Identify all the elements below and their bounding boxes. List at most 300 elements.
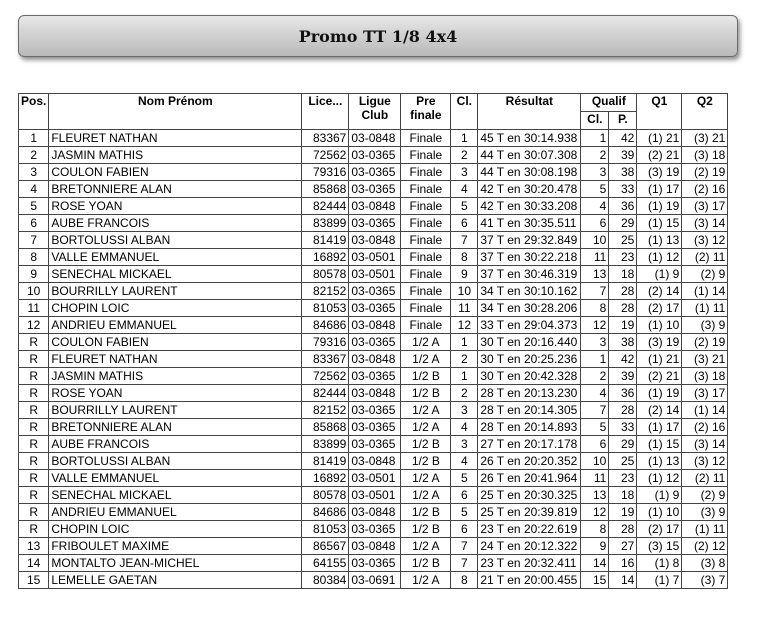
cell-licence: 80384	[302, 572, 349, 589]
table-row[interactable]	[19, 181, 728, 198]
cell-qualif-p: 27	[609, 538, 637, 555]
cell-qualif-p: 23	[609, 470, 637, 487]
cell-q2: (3) 17	[682, 385, 728, 402]
cell-pos: R	[19, 334, 49, 351]
cell-cl: 5	[451, 470, 478, 487]
cell-qualif-cl: 4	[581, 198, 609, 215]
cell-q2: (2) 9	[682, 487, 728, 504]
cell-nom: MONTALTO JEAN-MICHEL	[49, 555, 302, 572]
cell-qualif-p: 38	[609, 334, 637, 351]
cell-cl: 11	[451, 300, 478, 317]
cell-licence: 83899	[302, 215, 349, 232]
cell-cl: 5	[451, 504, 478, 521]
cell-pos: 5	[19, 198, 49, 215]
cell-licence: 81419	[302, 453, 349, 470]
cell-cl: 4	[451, 419, 478, 436]
header-q2[interactable]: Q2	[682, 94, 728, 130]
cell-licence: 16892	[302, 249, 349, 266]
cell-pos: 13	[19, 538, 49, 555]
cell-nom: FLEURET NATHAN	[49, 130, 302, 147]
cell-qualif-cl: 14	[581, 555, 609, 572]
cell-licence: 72562	[302, 147, 349, 164]
cell-qualif-p: 39	[609, 368, 637, 385]
cell-qualif-cl: 9	[581, 538, 609, 555]
cell-q1: (2) 17	[637, 521, 682, 538]
cell-nom: JASMIN MATHIS	[49, 147, 302, 164]
cell-pos: R	[19, 351, 49, 368]
cell-club: 03-0365	[349, 283, 401, 300]
cell-qualif-cl: 2	[581, 147, 609, 164]
cell-pre-finale: 1/2 A	[401, 572, 451, 589]
cell-nom: BRETONNIERE ALAN	[49, 419, 302, 436]
cell-qualif-p: 28	[609, 300, 637, 317]
cell-q2: (2) 19	[682, 334, 728, 351]
cell-q1: (2) 21	[637, 368, 682, 385]
cell-nom: VALLE EMMANUEL	[49, 249, 302, 266]
cell-pos: 1	[19, 130, 49, 147]
cell-qualif-p: 39	[609, 147, 637, 164]
cell-pos: 10	[19, 283, 49, 300]
cell-pos: 4	[19, 181, 49, 198]
cell-club: 03-0365	[349, 215, 401, 232]
cell-pos: R	[19, 385, 49, 402]
cell-qualif-p: 16	[609, 555, 637, 572]
cell-qualif-cl: 7	[581, 283, 609, 300]
cell-nom: CHOPIN LOIC	[49, 300, 302, 317]
cell-q1: (3) 15	[637, 538, 682, 555]
cell-club: 03-0848	[349, 453, 401, 470]
table-row[interactable]	[19, 402, 728, 419]
cell-cl: 4	[451, 453, 478, 470]
cell-licence: 81053	[302, 521, 349, 538]
cell-resultat: 30 T en 20:16.440	[478, 334, 581, 351]
cell-club: 03-0365	[349, 419, 401, 436]
cell-cl: 2	[451, 147, 478, 164]
cell-pos: 11	[19, 300, 49, 317]
cell-club: 03-0501	[349, 487, 401, 504]
cell-pos: R	[19, 436, 49, 453]
cell-licence: 72562	[302, 368, 349, 385]
header-licence[interactable]: Lice...	[302, 94, 349, 130]
header-qualif[interactable]: Qualif	[581, 94, 637, 112]
cell-pre-finale: Finale	[401, 198, 451, 215]
cell-pre-finale: 1/2 A	[401, 538, 451, 555]
cell-qualif-cl: 13	[581, 266, 609, 283]
cell-resultat: 30 T en 20:42.328	[478, 368, 581, 385]
cell-resultat: 42 T en 30:20.478	[478, 181, 581, 198]
cell-cl: 4	[451, 181, 478, 198]
table-row[interactable]	[19, 300, 728, 317]
table-row[interactable]	[19, 368, 728, 385]
cell-pre-finale: Finale	[401, 232, 451, 249]
table-row[interactable]	[19, 198, 728, 215]
cell-qualif-cl: 10	[581, 453, 609, 470]
cell-q1: (1) 8	[637, 555, 682, 572]
cell-q2: (3) 17	[682, 198, 728, 215]
cell-qualif-cl: 8	[581, 521, 609, 538]
table-row[interactable]	[19, 436, 728, 453]
cell-pre-finale: 1/2 B	[401, 453, 451, 470]
cell-q2: (3) 12	[682, 232, 728, 249]
results-body	[19, 130, 728, 589]
table-row[interactable]	[19, 317, 728, 334]
cell-resultat: 24 T en 20:12.322	[478, 538, 581, 555]
cell-licence: 86567	[302, 538, 349, 555]
cell-resultat: 21 T en 20:00.455	[478, 572, 581, 589]
cell-qualif-p: 25	[609, 232, 637, 249]
cell-cl: 8	[451, 249, 478, 266]
cell-qualif-cl: 13	[581, 487, 609, 504]
cell-pre-finale: 1/2 A	[401, 351, 451, 368]
cell-club: 03-0691	[349, 572, 401, 589]
cell-q1: (1) 17	[637, 419, 682, 436]
cell-licence: 81053	[302, 300, 349, 317]
cell-licence: 83367	[302, 130, 349, 147]
cell-pre-finale: Finale	[401, 181, 451, 198]
cell-q1: (1) 21	[637, 130, 682, 147]
cell-cl: 8	[451, 572, 478, 589]
cell-q1: (1) 15	[637, 215, 682, 232]
cell-qualif-cl: 8	[581, 300, 609, 317]
table-row[interactable]	[19, 555, 728, 572]
header-nom[interactable]: Nom Prénom	[49, 94, 302, 130]
cell-pre-finale: Finale	[401, 164, 451, 181]
cell-pre-finale: 1/2 A	[401, 402, 451, 419]
cell-club: 03-0365	[349, 402, 401, 419]
cell-club: 03-0848	[349, 232, 401, 249]
cell-resultat: 37 T en 30:22.218	[478, 249, 581, 266]
cell-pre-finale: Finale	[401, 249, 451, 266]
cell-resultat: 26 T en 20:20.352	[478, 453, 581, 470]
cell-q2: (3) 9	[682, 504, 728, 521]
cell-pre-finale: 1/2 B	[401, 436, 451, 453]
cell-nom: ROSE YOAN	[49, 385, 302, 402]
cell-resultat: 33 T en 29:04.373	[478, 317, 581, 334]
cell-q2: (2) 9	[682, 266, 728, 283]
cell-qualif-p: 29	[609, 436, 637, 453]
cell-q1: (1) 13	[637, 232, 682, 249]
cell-q2: (3) 7	[682, 572, 728, 589]
cell-licence: 16892	[302, 470, 349, 487]
cell-resultat: 30 T en 20:25.236	[478, 351, 581, 368]
header-pre-finale[interactable]: Pre finale	[401, 94, 451, 130]
table-row[interactable]	[19, 266, 728, 283]
cell-club: 03-0365	[349, 555, 401, 572]
cell-club: 03-0848	[349, 385, 401, 402]
table-row[interactable]	[19, 453, 728, 470]
table-row[interactable]	[19, 334, 728, 351]
cell-q1: (1) 9	[637, 487, 682, 504]
cell-qualif-p: 29	[609, 215, 637, 232]
cell-qualif-cl: 10	[581, 232, 609, 249]
cell-q1: (2) 17	[637, 300, 682, 317]
cell-q1: (1) 7	[637, 572, 682, 589]
cell-qualif-cl: 2	[581, 368, 609, 385]
cell-cl: 2	[451, 351, 478, 368]
cell-licence: 83899	[302, 436, 349, 453]
cell-q1: (2) 21	[637, 147, 682, 164]
cell-cl: 3	[451, 436, 478, 453]
table-row[interactable]	[19, 351, 728, 368]
cell-q2: (3) 8	[682, 555, 728, 572]
cell-cl: 10	[451, 283, 478, 300]
cell-resultat: 45 T en 30:14.938	[478, 130, 581, 147]
cell-pos: 3	[19, 164, 49, 181]
cell-cl: 3	[451, 164, 478, 181]
header-qualif-p[interactable]: P.	[609, 112, 637, 130]
cell-qualif-cl: 7	[581, 402, 609, 419]
cell-pos: 7	[19, 232, 49, 249]
cell-nom: ANDRIEU EMMANUEL	[49, 504, 302, 521]
table-row[interactable]	[19, 232, 728, 249]
cell-qualif-p: 19	[609, 317, 637, 334]
cell-qualif-p: 42	[609, 351, 637, 368]
cell-cl: 6	[451, 487, 478, 504]
cell-resultat: 23 T en 20:22.619	[478, 521, 581, 538]
cell-pos: R	[19, 470, 49, 487]
table-row[interactable]	[19, 385, 728, 402]
cell-qualif-cl: 12	[581, 317, 609, 334]
cell-cl: 7	[451, 232, 478, 249]
cell-pre-finale: 1/2 A	[401, 419, 451, 436]
cell-licence: 80578	[302, 266, 349, 283]
cell-club: 03-0365	[349, 147, 401, 164]
cell-club: 03-0365	[349, 181, 401, 198]
title-banner	[18, 15, 738, 57]
cell-q1: (1) 21	[637, 351, 682, 368]
cell-qualif-p: 23	[609, 249, 637, 266]
cell-qualif-p: 42	[609, 130, 637, 147]
cell-qualif-p: 36	[609, 198, 637, 215]
cell-resultat: 25 T en 20:39.819	[478, 504, 581, 521]
cell-qualif-cl: 1	[581, 130, 609, 147]
cell-club: 03-0848	[349, 198, 401, 215]
cell-q1: (1) 9	[637, 266, 682, 283]
cell-licence: 82444	[302, 198, 349, 215]
table-row[interactable]	[19, 215, 728, 232]
cell-cl: 9	[451, 266, 478, 283]
cell-qualif-cl: 3	[581, 334, 609, 351]
cell-resultat: 37 T en 29:32.849	[478, 232, 581, 249]
cell-qualif-cl: 1	[581, 351, 609, 368]
cell-nom: VALLE EMMANUEL	[49, 470, 302, 487]
cell-q2: (3) 21	[682, 351, 728, 368]
cell-pos: 9	[19, 266, 49, 283]
header-pos[interactable]: Pos.	[19, 94, 49, 130]
cell-club: 03-0365	[349, 521, 401, 538]
cell-nom: AUBE FRANCOIS	[49, 215, 302, 232]
table-row[interactable]	[19, 419, 728, 436]
cell-q1: (1) 12	[637, 249, 682, 266]
cell-pos: 8	[19, 249, 49, 266]
table-row[interactable]	[19, 147, 728, 164]
cell-cl: 6	[451, 521, 478, 538]
cell-licence: 82152	[302, 402, 349, 419]
cell-q1: (1) 19	[637, 198, 682, 215]
cell-club: 03-0501	[349, 266, 401, 283]
table-row[interactable]	[19, 249, 728, 266]
cell-club: 03-0365	[349, 334, 401, 351]
cell-q2: (1) 11	[682, 521, 728, 538]
cell-pre-finale: 1/2 A	[401, 487, 451, 504]
cell-qualif-p: 28	[609, 521, 637, 538]
cell-q2: (2) 16	[682, 181, 728, 198]
cell-nom: LEMELLE GAETAN	[49, 572, 302, 589]
page-title: Promo TT 1/8 4x4	[298, 26, 458, 46]
cell-licence: 83367	[302, 351, 349, 368]
table-row[interactable]	[19, 487, 728, 504]
cell-nom: COULON FABIEN	[49, 334, 302, 351]
cell-qualif-cl: 6	[581, 215, 609, 232]
cell-qualif-p: 33	[609, 181, 637, 198]
cell-club: 03-0365	[349, 436, 401, 453]
cell-q2: (3) 12	[682, 453, 728, 470]
cell-cl: 12	[451, 317, 478, 334]
cell-q2: (2) 16	[682, 419, 728, 436]
cell-qualif-cl: 3	[581, 164, 609, 181]
cell-pre-finale: Finale	[401, 130, 451, 147]
cell-pre-finale: 1/2 B	[401, 521, 451, 538]
cell-qualif-cl: 11	[581, 249, 609, 266]
cell-pre-finale: 1/2 B	[401, 368, 451, 385]
cell-nom: COULON FABIEN	[49, 164, 302, 181]
cell-q1: (1) 19	[637, 385, 682, 402]
cell-pos: R	[19, 504, 49, 521]
cell-pos: R	[19, 402, 49, 419]
header-resultat[interactable]: Résultat	[478, 94, 581, 130]
cell-q1: (2) 14	[637, 402, 682, 419]
cell-resultat: 28 T en 20:13.230	[478, 385, 581, 402]
table-row[interactable]	[19, 470, 728, 487]
cell-pre-finale: 1/2 A	[401, 334, 451, 351]
cell-pos: 2	[19, 147, 49, 164]
cell-qualif-p: 25	[609, 453, 637, 470]
cell-qualif-p: 33	[609, 419, 637, 436]
cell-pos: 14	[19, 555, 49, 572]
cell-pos: 15	[19, 572, 49, 589]
cell-nom: SENECHAL MICKAEL	[49, 266, 302, 283]
cell-nom: BRETONNIERE ALAN	[49, 181, 302, 198]
cell-cl: 2	[451, 385, 478, 402]
cell-q2: (3) 14	[682, 436, 728, 453]
cell-pre-finale: 1/2 B	[401, 385, 451, 402]
results-table	[18, 93, 728, 589]
cell-licence: 82152	[302, 283, 349, 300]
cell-qualif-p: 14	[609, 572, 637, 589]
table-row[interactable]	[19, 572, 728, 589]
cell-pos: R	[19, 453, 49, 470]
cell-pos: 12	[19, 317, 49, 334]
cell-pre-finale: Finale	[401, 147, 451, 164]
cell-q1: (1) 17	[637, 181, 682, 198]
cell-pre-finale: Finale	[401, 266, 451, 283]
cell-pre-finale: Finale	[401, 283, 451, 300]
table-row[interactable]	[19, 164, 728, 181]
cell-q2: (3) 18	[682, 147, 728, 164]
cell-licence: 80578	[302, 487, 349, 504]
cell-pre-finale: Finale	[401, 300, 451, 317]
table-row[interactable]	[19, 130, 728, 147]
cell-club: 03-0848	[349, 351, 401, 368]
cell-pre-finale: Finale	[401, 215, 451, 232]
cell-q2: (1) 11	[682, 300, 728, 317]
cell-club: 03-0848	[349, 130, 401, 147]
cell-pos: 6	[19, 215, 49, 232]
cell-club: 03-0501	[349, 249, 401, 266]
cell-q2: (2) 12	[682, 538, 728, 555]
cell-pre-finale: 1/2 A	[401, 470, 451, 487]
cell-q2: (2) 11	[682, 249, 728, 266]
cell-resultat: 42 T en 30:33.208	[478, 198, 581, 215]
cell-cl: 7	[451, 538, 478, 555]
cell-qualif-cl: 12	[581, 504, 609, 521]
cell-resultat: 25 T en 20:30.325	[478, 487, 581, 504]
cell-resultat: 28 T en 20:14.305	[478, 402, 581, 419]
header-cl[interactable]: Cl.	[451, 94, 478, 130]
cell-qualif-cl: 4	[581, 385, 609, 402]
cell-resultat: 34 T en 30:28.206	[478, 300, 581, 317]
cell-licence: 79316	[302, 164, 349, 181]
cell-qualif-p: 38	[609, 164, 637, 181]
table-row[interactable]	[19, 283, 728, 300]
table-row[interactable]	[19, 521, 728, 538]
cell-cl: 1	[451, 334, 478, 351]
cell-nom: BOURRILLY LAURENT	[49, 283, 302, 300]
cell-qualif-p: 28	[609, 402, 637, 419]
cell-pre-finale: 1/2 B	[401, 504, 451, 521]
cell-licence: 79316	[302, 334, 349, 351]
cell-licence: 84686	[302, 504, 349, 521]
cell-licence: 85868	[302, 181, 349, 198]
cell-cl: 7	[451, 555, 478, 572]
header-ligue-club[interactable]: Ligue Club	[349, 94, 401, 130]
cell-qualif-cl: 11	[581, 470, 609, 487]
cell-q1: (1) 13	[637, 453, 682, 470]
cell-club: 03-0365	[349, 164, 401, 181]
cell-nom: BORTOLUSSI ALBAN	[49, 453, 302, 470]
cell-pos: R	[19, 487, 49, 504]
header-row	[19, 94, 728, 112]
cell-nom: FLEURET NATHAN	[49, 351, 302, 368]
cell-q1: (1) 10	[637, 504, 682, 521]
cell-qualif-cl: 6	[581, 436, 609, 453]
cell-qualif-p: 18	[609, 266, 637, 283]
cell-nom: AUBE FRANCOIS	[49, 436, 302, 453]
cell-nom: JASMIN MATHIS	[49, 368, 302, 385]
header-q1[interactable]: Q1	[637, 94, 682, 130]
header-qualif-cl[interactable]: Cl.	[581, 112, 609, 130]
cell-q2: (3) 18	[682, 368, 728, 385]
cell-licence: 82444	[302, 385, 349, 402]
cell-resultat: 44 T en 30:08.198	[478, 164, 581, 181]
table-row[interactable]	[19, 538, 728, 555]
cell-qualif-p: 28	[609, 283, 637, 300]
cell-resultat: 26 T en 20:41.964	[478, 470, 581, 487]
cell-pre-finale: 1/2 B	[401, 555, 451, 572]
cell-club: 03-0848	[349, 504, 401, 521]
cell-q2: (1) 14	[682, 402, 728, 419]
cell-nom: ANDRIEU EMMANUEL	[49, 317, 302, 334]
cell-q1: (3) 19	[637, 334, 682, 351]
cell-cl: 6	[451, 215, 478, 232]
table-row[interactable]	[19, 504, 728, 521]
cell-qualif-p: 18	[609, 487, 637, 504]
cell-q1: (3) 19	[637, 164, 682, 181]
cell-licence: 81419	[302, 232, 349, 249]
cell-club: 03-0848	[349, 317, 401, 334]
cell-q2: (2) 11	[682, 470, 728, 487]
cell-resultat: 41 T en 30:35.511	[478, 215, 581, 232]
